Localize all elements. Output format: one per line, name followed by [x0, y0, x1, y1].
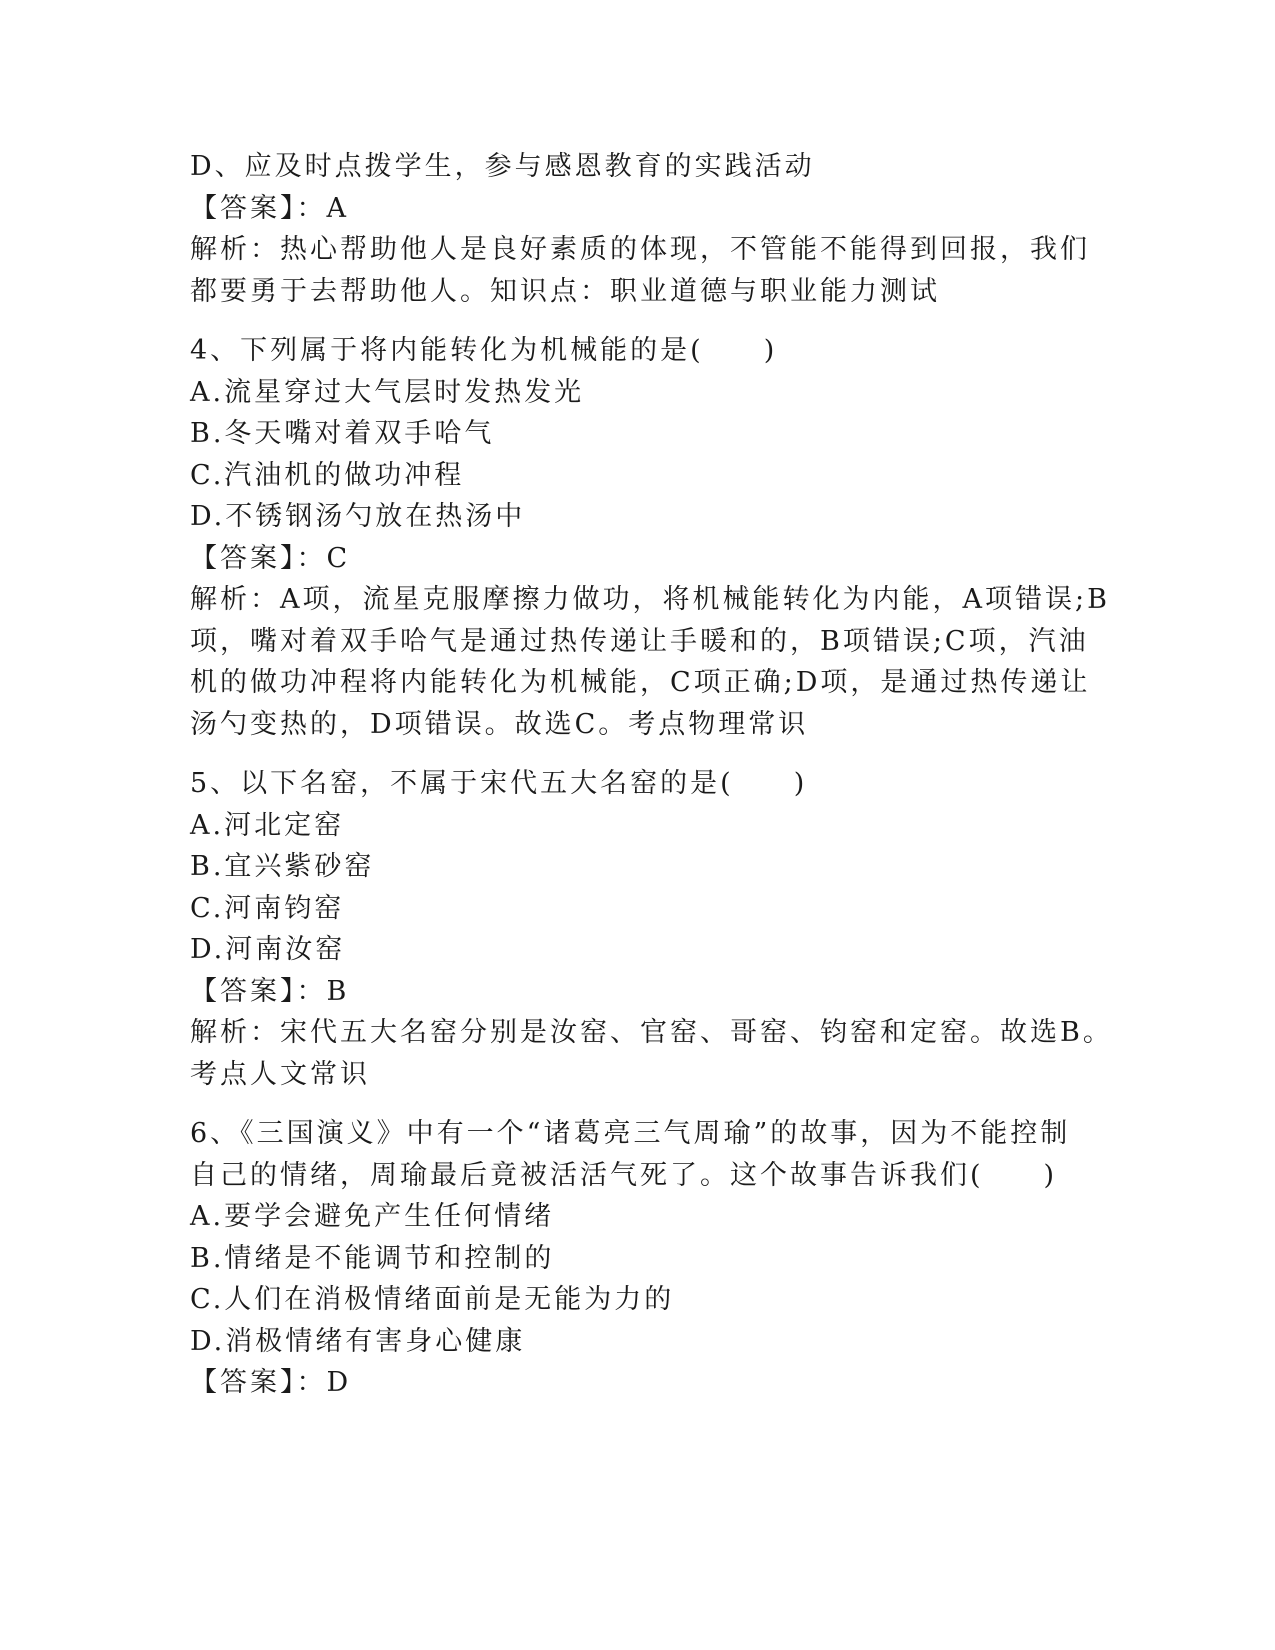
question-3-tail — [190, 146, 1090, 312]
question-4 — [190, 330, 1110, 745]
answer-line: 【答案】：A — [190, 192, 349, 224]
option-d: D、应及时点拨学生，参与感恩教育的实践活动 — [190, 151, 815, 182]
explanation-line: 解析：宋代五大名窑分别是汝窑、官窑、哥窑、钧窑和定窑。故选B。 — [190, 1017, 1113, 1048]
option-a: A.流星穿过大气层时发热发光 — [190, 376, 585, 408]
explanation-line: 解析：热心帮助他人是良好素质的体现，不管能不能得到回报，我们 — [190, 234, 1090, 265]
option-d: D.不锈钢汤勺放在热汤中 — [190, 501, 526, 532]
answer-line: 【答案】：D — [190, 1367, 352, 1398]
answer-line: 【答案】：C — [190, 542, 351, 574]
explanation-line: 都要勇于去帮助他人。知识点：职业道德与职业能力测试 — [190, 275, 940, 307]
explanation-line: 项，嘴对着双手哈气是通过热传递让手暖和的，B项错误;C项，汽油 — [190, 625, 1089, 657]
question-gap — [190, 745, 1090, 763]
option-b: B.宜兴紫砂窑 — [190, 851, 375, 882]
answer-line: 【答案】：B — [190, 975, 350, 1007]
question-6 — [190, 1113, 1090, 1404]
option-b: B.情绪是不能调节和控制的 — [190, 1242, 555, 1274]
option-b: B.冬天嘴对着双手哈气 — [190, 418, 495, 449]
question-gap — [190, 1095, 1090, 1113]
question-stem: 6、《三国演义》中有一个“诸葛亮三气周瑜”的故事，因为不能控制 — [190, 1118, 1071, 1149]
option-c: C.河南钧窑 — [190, 892, 345, 924]
explanation-line: 机的做功冲程将内能转化为机械能，C项正确;D项，是通过热传递让 — [190, 667, 1091, 698]
explanation-line: 考点人文常识 — [190, 1058, 370, 1090]
option-a: A.要学会避免产生任何情绪 — [190, 1201, 555, 1232]
question-stem: 5、以下名窑，不属于宋代五大名窑的是( ) — [190, 768, 808, 799]
question-stem: 自己的情绪，周瑜最后竟被活活气死了。这个故事告诉我们( ) — [190, 1159, 1058, 1191]
page-content — [190, 146, 1113, 1404]
question-5 — [190, 763, 1113, 1095]
option-d: D.消极情绪有害身心健康 — [190, 1325, 526, 1357]
explanation-line: 汤勺变热的，D项错误。故选C。考点物理常识 — [190, 708, 809, 740]
option-c: C.人们在消极情绪面前是无能为力的 — [190, 1284, 675, 1315]
explanation-line: 解析：A项，流星克服摩擦力做功，将机械能转化为内能，A项错误;B — [190, 584, 1110, 615]
option-a: A.河北定窑 — [190, 809, 345, 841]
question-gap — [190, 312, 1090, 330]
question-stem: 4、下列属于将内能转化为机械能的是( ) — [190, 335, 778, 366]
option-d: D.河南汝窑 — [190, 934, 346, 965]
option-c: C.汽油机的做功冲程 — [190, 459, 465, 491]
